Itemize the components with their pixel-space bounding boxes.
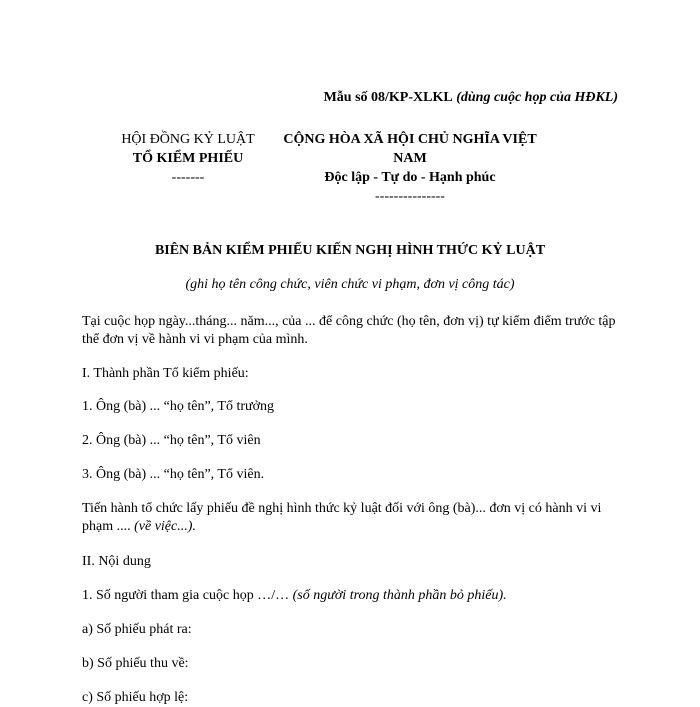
member-3: 3. Ông (bà) ... “họ tên”, Tổ viên. [82,467,265,482]
issuer-team: TỔ KIỂM PHIẾU [132,151,244,166]
form-number [0,90,618,106]
proceed-paragraph [82,500,622,536]
intro-paragraph: Tại cuộc họp ngày...tháng... năm..., của ... để công chức (họ tên, đơn vị) tự kiểm điểm trước tập thể đơn vị về hành vi vi phạm của mình. [82,314,616,347]
item-a: a) Số phiếu phát ra: [82,622,192,637]
proceed-note: (về việc...). [134,519,196,534]
form-code: Mẫu số 08/KP-XLKL [323,90,453,105]
section-2-heading: II. Nội dung [82,554,151,569]
section-1-heading: I. Thành phần Tổ kiểm phiếu: [82,366,249,381]
item-b: b) Số phiếu thu về: [82,656,189,671]
issuer-organization: HỘI ĐỒNG KỶ LUẬT [121,132,255,147]
issuer-header [88,130,288,187]
member-2: 2. Ông (bà) ... “họ tên”, Tổ viên [82,433,261,448]
form-usage-note: (dùng cuộc họp của HĐKL) [456,90,618,105]
country-name-line1: CỘNG HÒA XÃ HỘI CHỦ NGHĨA VIỆT [283,132,537,147]
member-1: 1. Ông (bà) ... “họ tên”, Tổ trưởng [82,399,275,414]
national-divider: --------------- [375,189,445,204]
item-1 [82,587,622,605]
issuer-divider: ------- [171,170,205,185]
item-1-text: 1. Số người tham gia cuộc họp …/… [82,588,290,603]
document-subtitle: (ghi họ tên công chức, viên chức vi phạm, đơn vị công tác) [185,277,515,292]
item-c: c) Số phiếu hợp lệ: [82,690,189,705]
document-title: BIÊN BẢN KIỂM PHIẾU KIẾN NGHỊ HÌNH THỨC KỶ LUẬT [154,243,546,258]
item-1-note: (số người trong thành phần bỏ phiếu). [292,588,507,603]
country-name-line2: NAM [393,151,427,166]
national-motto: Độc lập - Tự do - Hạnh phúc [324,170,496,185]
national-header [270,130,550,206]
proceed-text: Tiến hành tổ chức lấy phiếu đề nghị hình thức kỷ luật đối với ông (bà)... đơn vị có hành vi vi phạm .... [82,501,602,534]
